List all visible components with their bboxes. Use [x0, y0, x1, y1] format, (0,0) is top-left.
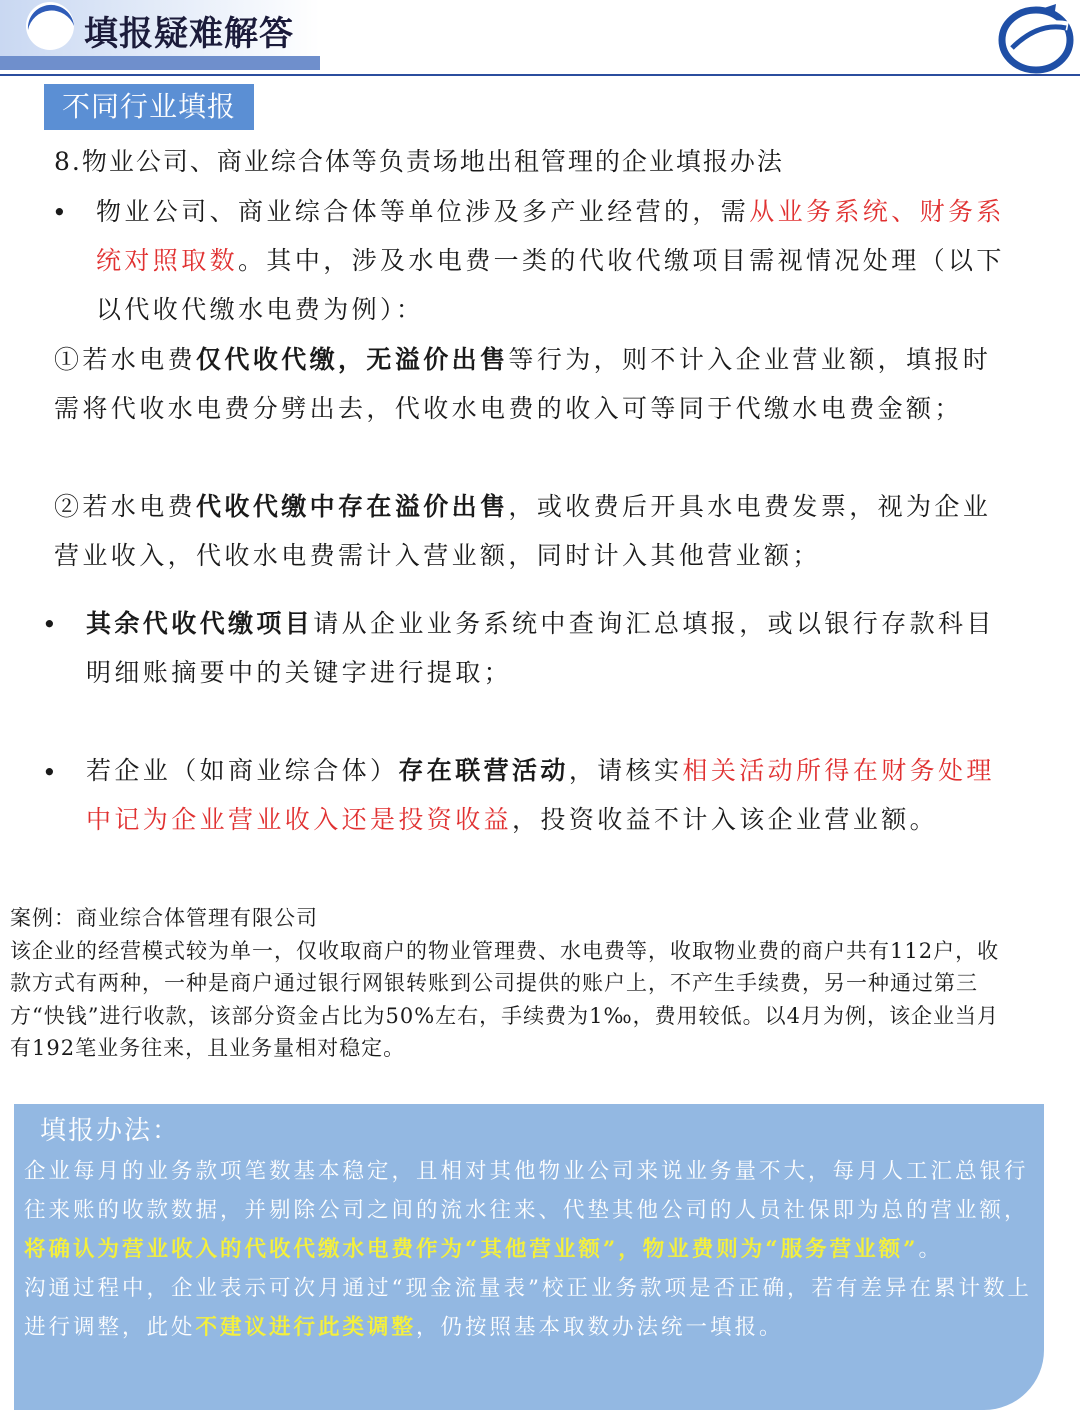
method-p2-part-a: 沟通过程中，企业表示可次月通过“现金流量表”校正业务款项是否正确，若有差异在累计数上进行调整，此处: [24, 1276, 1032, 1340]
case-2-prefix: ②若水电费: [54, 492, 197, 521]
case-1-bold: 仅代收代缴，无溢价出售: [196, 345, 509, 374]
case-2-text: [54, 482, 1014, 580]
bullet-1-text: [96, 187, 1016, 334]
page-header: [0, 0, 1080, 80]
case-1-text: [54, 335, 1014, 433]
bullet-2-text: [86, 599, 1016, 697]
item-title: 8.物业公司、商业综合体等负责场地出租管理的企业填报办法: [54, 147, 784, 176]
method-p1-part-a: 企业每月的业务款项笔数基本稳定，且相对其他物业公司来说业务量不大，每月人工汇总银行往来账的收款数据，并剔除公司之间的流水往来、代垫其他公司的人员社保即为总的营业额，: [24, 1159, 1029, 1223]
bullet-1-part-a: 物业公司、商业综合体等单位涉及多产业经营的，需: [96, 197, 750, 226]
bullet-dot: •: [42, 610, 57, 639]
method-p1-part-b: 。: [918, 1237, 943, 1262]
organization-logo: [996, 2, 1074, 74]
bullet-3-part-c: ，投资收益不计入该企业营业额。: [512, 805, 939, 834]
bullet-2-bold: 其余代收代缴项目: [86, 609, 314, 638]
header-divider: [0, 74, 1080, 76]
bullet-3-red: 相关活动所得在财务处理中记为企业营业收入还是投资收益: [86, 756, 995, 834]
bullet-dot: •: [42, 758, 57, 787]
method-p2-part-b: ，仍按照基本取数办法统一填报。: [416, 1315, 784, 1340]
method-text: [24, 1152, 1036, 1347]
case-example-body: 该企业的经营模式较为单一，仅收取商户的物业管理费、水电费等，收取物业费的商户共有112户，收款方式有两种，一种是商户通过银行网银转账到公司提供的账户上，不产生手续费，另一种通过第三方“快钱”进行收款，该部分资金占比为50%左右，手续费为1‰，费用较低。以4月为例，该企业当月有192笔业务往来，且业务量相对稳定。: [10, 938, 1000, 1060]
bullet-dot: •: [52, 198, 67, 227]
case-2-body: ，或收费后开具水电费发票，视为企业营业收入，代收水电费需计入营业额，同时计入其他营业额；: [54, 492, 992, 570]
bullet-3-part-b: ，请核实: [568, 756, 683, 785]
method-p2-highlight: 不建议进行此类调整: [195, 1315, 417, 1340]
method-p1-highlight: 将确认为营业收入的代收代缴水电费作为“其他营业额”，物业费则为“服务营业额”: [24, 1237, 919, 1262]
method-paragraph-2: [24, 1269, 1036, 1347]
bullet-3-bold: 存在联营活动: [398, 756, 569, 785]
bullet-1-red: 从业务系统、财务系统对照取数: [96, 197, 1005, 275]
method-paragraph-1: [24, 1152, 1036, 1269]
case-2-bold: 代收代缴中存在溢价出售: [196, 492, 509, 521]
bullet-3-part-a: 若企业（如商业综合体）: [86, 756, 399, 785]
page-title: 填报疑难解答: [84, 14, 294, 54]
bullet-3-text: [86, 746, 1016, 844]
case-1-prefix: ①若水电费: [54, 345, 197, 374]
case-example: [10, 902, 1010, 1065]
section-tag: 不同行业填报: [44, 84, 254, 130]
bullet-1-part-b: 。其中，涉及水电费一类的代收代缴项目需视情况处理（以下以代收代缴水电费为例）：: [96, 246, 1005, 324]
method-box: [14, 1104, 1044, 1410]
case-example-label: 案例：商业综合体管理有限公司: [10, 906, 318, 930]
bullet-2-body: 请从企业业务系统中查询汇总填报，或以银行存款科目明细账摘要中的关键字进行提取；: [86, 609, 995, 687]
case-1-body: 等行为，则不计入企业营业额，填报时需将代收水电费分劈出去，代收水电费的收入可等同于代缴水电费金额；: [54, 345, 992, 423]
method-title: 填报办法：: [40, 1116, 181, 1146]
